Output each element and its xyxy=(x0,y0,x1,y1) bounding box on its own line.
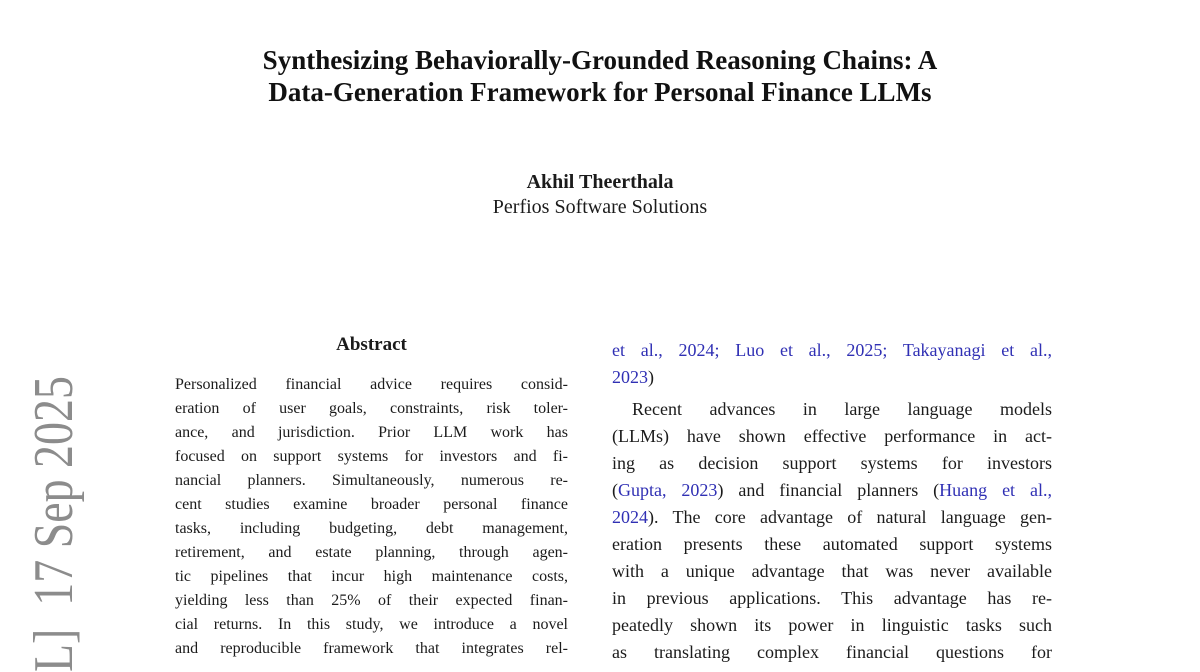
text-line xyxy=(175,565,568,589)
text-line xyxy=(175,469,568,493)
text-segment: as translating complex financial questions for xyxy=(612,642,1052,662)
text-segment: ). The core advantage of natural language gen- xyxy=(648,507,1052,527)
text-line xyxy=(175,397,568,421)
text-segment: and reproducible framework that integrates rel- xyxy=(175,640,568,657)
text-line xyxy=(612,364,1052,391)
text-line xyxy=(175,421,568,445)
title-line-1: Synthesizing Behaviorally-Grounded Reasoning Chains: A xyxy=(262,45,938,75)
text-line xyxy=(175,637,568,661)
author-block xyxy=(0,170,1200,220)
text-segment: eration of user goals, constraints, risk toler- xyxy=(175,400,568,417)
text-line xyxy=(612,396,1052,423)
text-line xyxy=(612,477,1052,504)
affiliation: Perfios Software Solutions xyxy=(492,196,708,218)
citation-link[interactable]: et al., 2024; Luo et al., 2025; Takayanagi et al., xyxy=(612,340,1052,360)
text-line xyxy=(612,504,1052,531)
text-line xyxy=(612,337,1052,364)
text-segment: eration presents these automated support systems xyxy=(612,534,1052,554)
text-line xyxy=(175,589,568,613)
text-segment: peatedly shown its power in linguistic tasks such xyxy=(612,615,1052,635)
citation-link[interactable]: 2023 xyxy=(612,367,648,387)
text-line xyxy=(175,517,568,541)
text-line xyxy=(175,493,568,517)
text-segment: tic pipelines that incur high maintenance costs, xyxy=(175,568,568,585)
text-segment: with a unique advantage that was never available xyxy=(612,561,1052,581)
intro-column xyxy=(612,337,1052,666)
text-segment: focused on support systems for investors and fi- xyxy=(175,448,568,465)
text-line xyxy=(612,450,1052,477)
title-line-2: Data-Generation Framework for Personal Finance LLMs xyxy=(268,77,932,107)
abstract-body xyxy=(175,373,568,661)
text-segment: cent studies examine broader personal finance xyxy=(175,496,568,513)
text-segment: yielding less than 25% of their expected finan- xyxy=(175,592,568,609)
text-segment: ) xyxy=(648,367,654,387)
author-name: Akhil Theerthala xyxy=(526,171,674,193)
text-line xyxy=(612,423,1052,450)
text-segment: retirement, and estate planning, through agen- xyxy=(175,544,568,561)
text-line xyxy=(175,541,568,565)
paper-title xyxy=(0,44,1200,108)
text-line xyxy=(612,612,1052,639)
text-line xyxy=(612,558,1052,585)
text-line xyxy=(175,613,568,637)
citation-link[interactable]: 2024 xyxy=(612,507,648,527)
text-segment: cial returns. In this study, we introduce a novel xyxy=(175,616,568,633)
abstract-heading: Abstract xyxy=(336,334,407,355)
intro-body xyxy=(612,337,1052,666)
text-segment: (LLMs) have shown effective performance in act- xyxy=(612,426,1052,446)
text-line xyxy=(175,445,568,469)
text-line xyxy=(175,373,568,397)
citation-link[interactable]: Gupta, 2023 xyxy=(618,480,718,500)
text-segment: ance, and jurisdiction. Prior LLM work has xyxy=(175,424,568,441)
text-line xyxy=(612,639,1052,666)
text-segment: ing as decision support systems for investors xyxy=(612,453,1052,473)
text-segment: ) and financial planners ( xyxy=(717,480,940,500)
text-segment: nancial planners. Simultaneously, numerous re- xyxy=(175,472,568,489)
text-segment: Personalized financial advice requires consid- xyxy=(175,376,568,393)
text-segment: tasks, including budgeting, debt management, xyxy=(175,520,568,537)
arxiv-watermark: L] 17 Sep 2025 xyxy=(23,376,85,672)
abstract-section xyxy=(175,333,568,661)
text-segment: Recent advances in large language models xyxy=(632,399,1052,419)
text-segment: ( xyxy=(612,480,618,500)
text-line xyxy=(612,531,1052,558)
citation-link[interactable]: Huang et al., xyxy=(939,480,1052,500)
text-line xyxy=(612,585,1052,612)
text-segment: in previous applications. This advantage has re- xyxy=(612,588,1052,608)
